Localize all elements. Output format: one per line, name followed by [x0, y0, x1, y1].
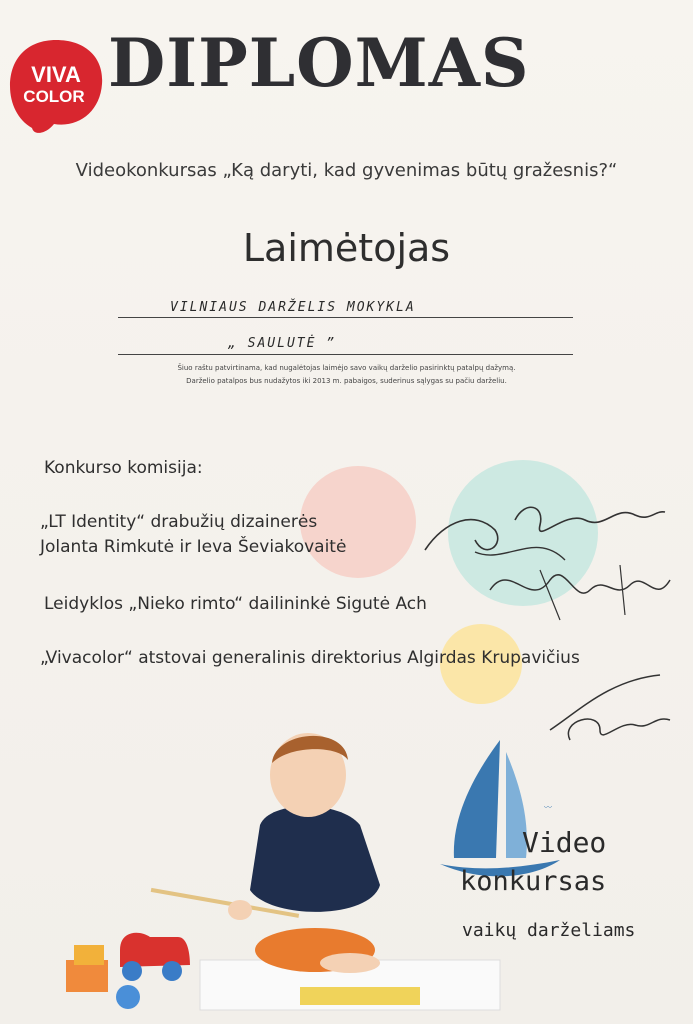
pink-paint-blob [300, 466, 416, 578]
commission-member-1-line-1: „LT Identity“ drabužių dizainerės [40, 512, 318, 532]
commission-member-3: „Vivacolor“ atstovai generalinis direktorius Algirdas Krupavičius [40, 648, 580, 668]
video-logo-word-konkursas: konkursas [460, 866, 607, 897]
signature-ach [480, 550, 680, 630]
fine-print-1: Šiuo raštu patvirtinama, kad nugalėtojas laimėjo savo vaikų darželio pasirinktų patalpų dažymą. [177, 364, 516, 372]
video-logo-tagline: vaikų darželiams [462, 920, 636, 941]
vivacolor-logo [6, 36, 106, 136]
winner-name-line-2: „ SAULUTĖ ” [228, 336, 337, 351]
diploma-title: DIPLOMAS [108, 24, 530, 102]
logo-text-1: VIVA [31, 62, 81, 87]
commission-heading: Konkurso komisija: [44, 458, 203, 478]
winner-underline-2 [118, 354, 573, 355]
video-logo-word-video: Video [522, 826, 607, 859]
fine-print-2: Darželio patalpos bus nudažytos iki 2013 m. pabaigos, suderinus sąlygas su pačiu darželiu. [186, 377, 507, 385]
commission-member-1-line-2: Jolanta Rimkutė ir Ieva Ševiakovaitė [40, 537, 347, 557]
winner-name-line-1: VILNIAUS DARŽELIS MOKYKLA [170, 300, 416, 315]
contest-subtitle: Videokonkursas „Ką daryti, kad gyvenimas būtų gražesnis?“ [75, 160, 618, 181]
winner-heading: Laimėtojas [242, 226, 451, 270]
svg-text:〰: 〰 [544, 803, 552, 812]
winner-underline-1 [118, 317, 573, 318]
logo-text-2: COLOR [23, 87, 85, 106]
commission-member-2: Leidyklos „Nieko rimto“ dailininkė Sigutė Ach [44, 594, 427, 614]
